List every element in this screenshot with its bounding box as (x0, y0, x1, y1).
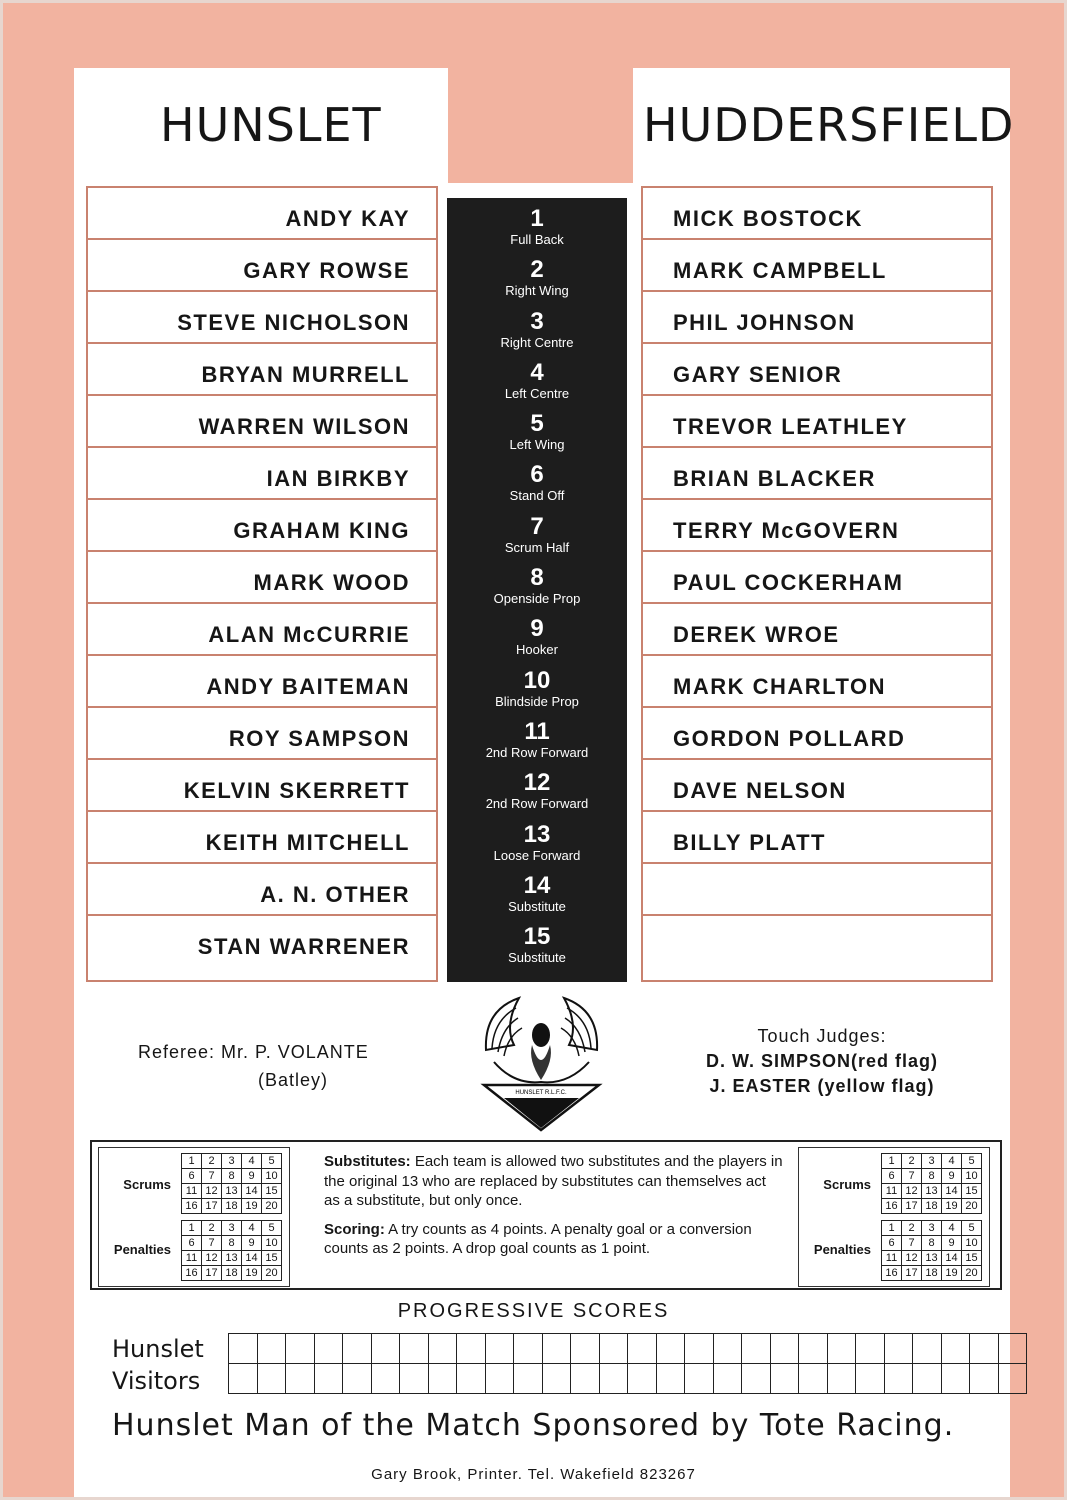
player-name: BRYAN MURRELL (201, 362, 410, 387)
score-box (457, 1364, 486, 1394)
tally-cell: 15 (262, 1251, 282, 1266)
tally-cell: 10 (262, 1236, 282, 1251)
tally-cell: 13 (922, 1184, 942, 1199)
tally-cell: 11 (182, 1184, 202, 1199)
tally-cell: 20 (262, 1266, 282, 1281)
tally-cell: 5 (962, 1154, 982, 1169)
tally-cell: 6 (882, 1169, 902, 1184)
tally-cell: 16 (182, 1266, 202, 1281)
penalties-grid (881, 1220, 982, 1281)
position-label: Left Wing (509, 437, 565, 453)
position-cell (447, 301, 627, 352)
player-name: ANDY BAITEMAN (206, 674, 410, 699)
score-box (400, 1334, 429, 1364)
position-label: Loose Forward (493, 847, 581, 863)
score-box (314, 1334, 343, 1364)
score-box (770, 1364, 799, 1394)
score-box (970, 1334, 999, 1364)
score-box (628, 1334, 657, 1364)
touch-judge-2: J. EASTER (yellow flag) (709, 1076, 935, 1096)
position-number: 14 (523, 871, 551, 899)
tally-cell: 14 (242, 1251, 262, 1266)
home-tally (98, 1147, 290, 1287)
score-box (628, 1364, 657, 1394)
progressive-scores-title: PROGRESSIVE SCORES (397, 1300, 670, 1322)
score-box (713, 1334, 742, 1364)
score-box (571, 1364, 600, 1394)
score-box (742, 1364, 771, 1394)
roster-frame (641, 186, 993, 982)
score-box (998, 1364, 1027, 1394)
tally-cell: 7 (902, 1236, 922, 1251)
position-cell (447, 660, 627, 711)
player-name: PHIL JOHNSON (673, 310, 856, 335)
tally-cell: 4 (942, 1154, 962, 1169)
position-cell (447, 762, 627, 813)
position-label: Right Centre (500, 334, 574, 350)
tally-cell: 16 (882, 1266, 902, 1281)
tally-cell: 18 (222, 1266, 242, 1281)
player-name: ALAN McCURRIE (208, 622, 410, 647)
away-tally (798, 1147, 990, 1287)
position-label: Openside Prop (493, 591, 581, 607)
score-box (229, 1364, 258, 1394)
substitutes-rule: Substitutes: Each team is allowed two substitutes and the players in the original 13 who are replaced by substitutes can themselves act as a substitute, but only once. (324, 1153, 783, 1209)
score-box (286, 1364, 315, 1394)
player-name: GORDON POLLARD (673, 726, 906, 751)
score-box (485, 1364, 514, 1394)
tally-cell: 19 (242, 1199, 262, 1214)
tally-cell: 7 (202, 1169, 222, 1184)
tally-cell: 9 (242, 1236, 262, 1251)
tally-cell: 18 (222, 1199, 242, 1214)
player-name: A. N. OTHER (260, 882, 410, 907)
touch-judges (682, 1024, 962, 1099)
tally-cell: 19 (942, 1199, 962, 1214)
player-name: WARREN WILSON (198, 414, 410, 439)
tally-cell: 14 (942, 1184, 962, 1199)
position-label: Substitute (508, 898, 566, 914)
position-cell (447, 711, 627, 762)
score-box (656, 1334, 685, 1364)
position-number: 9 (530, 615, 544, 643)
roster-frame (86, 186, 438, 982)
tally-cell: 12 (202, 1251, 222, 1266)
tally-cell: 18 (922, 1266, 942, 1281)
player-name: STEVE NICHOLSON (177, 310, 410, 335)
tally-cell: 4 (242, 1221, 262, 1236)
tally-cell: 17 (902, 1199, 922, 1214)
scrums-label: Scrums (823, 1177, 871, 1192)
score-box (428, 1334, 457, 1364)
tally-cell: 16 (882, 1199, 902, 1214)
progressive-score-grid (228, 1333, 1027, 1394)
score-box (827, 1364, 856, 1394)
player-name: BILLY PLATT (673, 830, 826, 855)
player-name: KEITH MITCHELL (205, 830, 410, 855)
position-cell (447, 249, 627, 300)
tally-cell: 12 (202, 1184, 222, 1199)
tally-cell: 10 (962, 1236, 982, 1251)
score-box (742, 1334, 771, 1364)
score-box (913, 1334, 942, 1364)
position-number: 8 (530, 564, 544, 592)
score-box (257, 1364, 286, 1394)
tally-cell: 11 (882, 1251, 902, 1266)
tally-cell: 2 (902, 1154, 922, 1169)
position-cell (447, 403, 627, 454)
position-number: 1 (530, 205, 544, 232)
score-box (343, 1334, 372, 1364)
score-box (685, 1364, 714, 1394)
tally-cell: 19 (942, 1266, 962, 1281)
tally-cell: 8 (222, 1236, 242, 1251)
player-name: IAN BIRKBY (266, 466, 410, 491)
score-box (856, 1364, 885, 1394)
tally-cell: 1 (882, 1221, 902, 1236)
position-label: Stand Off (509, 488, 565, 504)
player-name: GRAHAM KING (233, 518, 410, 543)
scrums-label: Scrums (123, 1177, 171, 1192)
score-box (913, 1364, 942, 1394)
position-label: Substitute (508, 950, 566, 966)
tally-cell: 6 (182, 1236, 202, 1251)
score-box (941, 1334, 970, 1364)
player-name: TREVOR LEATHLEY (673, 414, 908, 439)
tally-cell: 11 (882, 1184, 902, 1199)
tally-cell: 13 (222, 1251, 242, 1266)
tally-cell: 3 (222, 1221, 242, 1236)
score-box (856, 1334, 885, 1364)
tally-cell: 9 (242, 1169, 262, 1184)
tally-cell: 9 (942, 1169, 962, 1184)
score-box (542, 1364, 571, 1394)
tally-cell: 4 (242, 1154, 262, 1169)
score-box (457, 1334, 486, 1364)
position-label: Left Centre (504, 385, 570, 401)
tally-cell: 7 (202, 1236, 222, 1251)
position-label: Scrum Half (504, 539, 570, 555)
score-box (542, 1334, 571, 1364)
printer-credit: Gary Brook, Printer. Tel. Wakefield 823267 (371, 1466, 696, 1483)
tally-cell: 8 (922, 1169, 942, 1184)
position-number: 7 (530, 512, 544, 540)
tally-cell: 17 (902, 1266, 922, 1281)
tally-cell: 1 (882, 1154, 902, 1169)
tally-cell: 13 (922, 1251, 942, 1266)
tally-cell: 20 (962, 1266, 982, 1281)
scoring-rule: Scoring: A try counts as 4 points. A penalty goal or a conversion counts as 2 points. A drop goal counts as 1 point. (324, 1220, 752, 1257)
player-name: ROY SAMPSON (228, 726, 410, 751)
position-label: 2nd Row Forward (485, 744, 589, 760)
tally-cell: 2 (202, 1221, 222, 1236)
tally-cell: 1 (182, 1221, 202, 1236)
player-name: MARK CHARLTON (673, 674, 886, 699)
touch-judges-title: Touch Judges: (757, 1026, 887, 1046)
penalties-label: Penalties (813, 1242, 871, 1257)
player-name: DAVE NELSON (673, 778, 847, 803)
tally-cell: 6 (882, 1236, 902, 1251)
score-box (371, 1364, 400, 1394)
score-box (286, 1334, 315, 1364)
position-number: 13 (523, 820, 551, 848)
tally-cell: 1 (182, 1154, 202, 1169)
player-name: ANDY KAY (285, 206, 410, 231)
scrums-grid (181, 1153, 282, 1214)
score-box (970, 1364, 999, 1394)
penalties-label: Penalties (113, 1242, 171, 1257)
position-label: Right Wing (505, 283, 569, 299)
player-name: MICK BOSTOCK (673, 206, 863, 231)
score-box (884, 1364, 913, 1394)
crest-text: HUNSLET R.L.F.C. (515, 1090, 567, 1096)
player-name: STAN WARRENER (197, 934, 410, 959)
position-number: 11 (524, 717, 550, 745)
score-box (428, 1364, 457, 1394)
tally-cell: 4 (942, 1221, 962, 1236)
score-box (371, 1334, 400, 1364)
tally-cell: 3 (922, 1154, 942, 1169)
position-label: Full Back (510, 232, 564, 247)
tally-cell: 16 (182, 1199, 202, 1214)
tally-cell: 15 (962, 1251, 982, 1266)
tally-cell: 6 (182, 1169, 202, 1184)
tally-cell: 7 (902, 1169, 922, 1184)
score-box (400, 1364, 429, 1394)
score-box (827, 1334, 856, 1364)
tally-cell: 11 (182, 1251, 202, 1266)
man-of-match-sponsor: Hunslet Man of the Match Sponsored by Tote Racing. (112, 1408, 955, 1443)
position-number: 6 (530, 461, 544, 489)
player-name: KELVIN SKERRETT (183, 778, 410, 803)
score-box (685, 1334, 714, 1364)
tally-cell: 17 (202, 1199, 222, 1214)
score-box (514, 1334, 543, 1364)
player-name: DEREK WROE (673, 622, 840, 647)
player-name: GARY SENIOR (673, 362, 843, 387)
position-cell (447, 865, 627, 916)
touch-judge-1: D. W. SIMPSON(red flag) (705, 1051, 938, 1071)
score-box (485, 1334, 514, 1364)
tally-cell: 3 (222, 1154, 242, 1169)
score-box (314, 1364, 343, 1394)
position-number: 2 (530, 256, 544, 284)
away-team-header (633, 68, 1015, 183)
tally-cell: 20 (262, 1199, 282, 1214)
rules-box (90, 1140, 1002, 1290)
score-box (884, 1334, 913, 1364)
tally-cell: 14 (242, 1184, 262, 1199)
referee-name: Referee: Mr. P. VOLANTE (138, 1042, 369, 1062)
club-crest-icon (474, 990, 609, 1135)
tally-cell: 9 (942, 1236, 962, 1251)
tally-cell: 5 (262, 1154, 282, 1169)
player-name: BRIAN BLACKER (673, 466, 876, 491)
rules-text (324, 1152, 784, 1268)
tally-cell: 5 (962, 1221, 982, 1236)
positions-column (447, 198, 627, 982)
score-box (713, 1364, 742, 1394)
position-label: Hooker (516, 642, 558, 658)
position-cell (447, 557, 627, 608)
tally-cell: 17 (202, 1266, 222, 1281)
position-cell (447, 506, 627, 557)
score-box (229, 1334, 258, 1364)
player-name: TERRY McGOVERN (673, 518, 900, 543)
tally-cell: 13 (222, 1184, 242, 1199)
tally-cell: 12 (902, 1251, 922, 1266)
player-name: MARK WOOD (253, 570, 410, 595)
position-number: 5 (530, 410, 544, 438)
score-box (599, 1334, 628, 1364)
position-number: 4 (530, 358, 544, 386)
tally-cell: 18 (922, 1199, 942, 1214)
home-team-header (74, 68, 448, 183)
score-box (770, 1334, 799, 1364)
position-label: 2nd Row Forward (485, 796, 589, 812)
score-box (656, 1364, 685, 1394)
penalties-grid (181, 1220, 282, 1281)
referee-info (138, 1038, 369, 1094)
score-box (998, 1334, 1027, 1364)
tally-cell: 15 (262, 1184, 282, 1199)
progressive-labels (112, 1333, 204, 1397)
tally-cell: 2 (902, 1221, 922, 1236)
tally-cell: 10 (962, 1169, 982, 1184)
tally-cell: 5 (262, 1221, 282, 1236)
position-cell (447, 916, 627, 967)
home-team-name: HUNSLET (160, 98, 382, 152)
tally-cell: 14 (942, 1251, 962, 1266)
tally-cell: 10 (262, 1169, 282, 1184)
position-number: 15 (523, 923, 551, 951)
position-cell (447, 608, 627, 659)
score-box (571, 1334, 600, 1364)
tally-cell: 8 (922, 1236, 942, 1251)
position-cell (447, 454, 627, 505)
score-box (799, 1334, 828, 1364)
scrums-grid (881, 1153, 982, 1214)
position-number: 12 (523, 769, 551, 797)
tally-cell: 12 (902, 1184, 922, 1199)
score-box (941, 1364, 970, 1394)
player-name: PAUL COCKERHAM (673, 570, 904, 595)
tally-cell: 19 (242, 1266, 262, 1281)
tally-cell: 8 (222, 1169, 242, 1184)
tally-cell: 3 (922, 1221, 942, 1236)
referee-town: (Batley) (258, 1070, 329, 1090)
away-team-name: HUDDERSFIELD (643, 98, 1015, 152)
position-number: 10 (523, 666, 551, 694)
score-box (257, 1334, 286, 1364)
score-box (799, 1364, 828, 1394)
score-box (599, 1364, 628, 1394)
score-box (514, 1364, 543, 1394)
position-label: Blindside Prop (495, 693, 579, 709)
position-cell (447, 814, 627, 865)
player-name: MARK CAMPBELL (673, 258, 887, 283)
progressive-away-label: Visitors (112, 1367, 201, 1395)
player-name: GARY ROWSE (243, 258, 410, 283)
position-cell (447, 198, 627, 249)
tally-cell: 15 (962, 1184, 982, 1199)
tally-cell: 20 (962, 1199, 982, 1214)
position-cell (447, 352, 627, 403)
tally-cell: 2 (202, 1154, 222, 1169)
progressive-home-label: Hunslet (112, 1335, 204, 1363)
score-box (343, 1364, 372, 1394)
position-number: 3 (530, 307, 544, 335)
